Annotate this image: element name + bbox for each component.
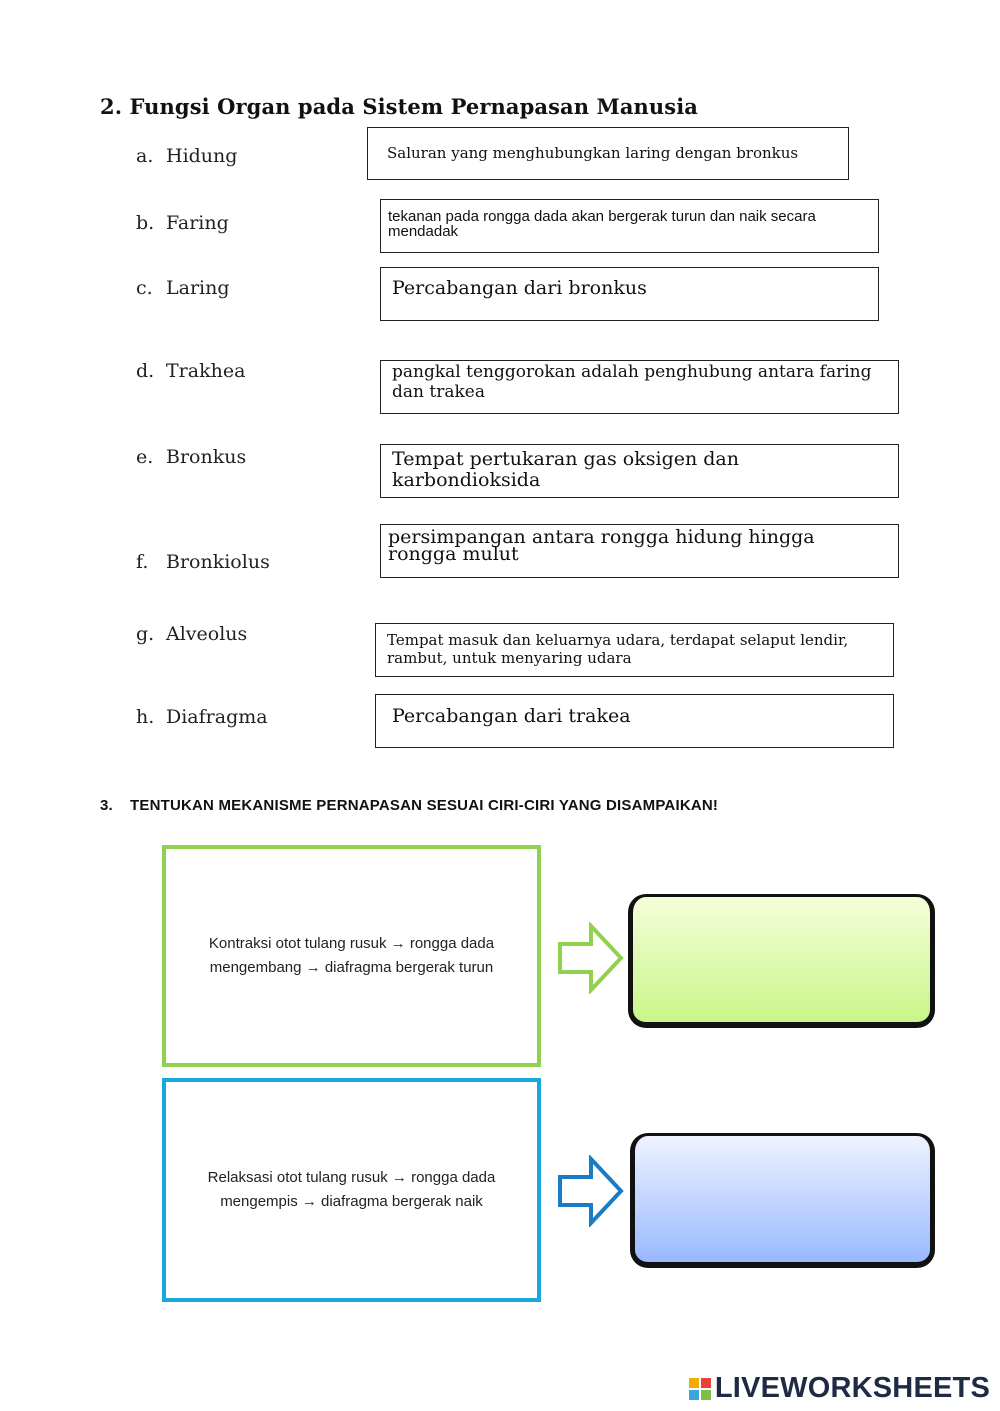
answer-drop-zone-2[interactable]: [630, 1133, 935, 1268]
answer-card-8[interactable]: Percabangan dari trakea: [375, 694, 894, 748]
answer-drop-zone-1[interactable]: [628, 894, 935, 1028]
logo-text: LIVEWORKSHEETS: [714, 1372, 990, 1404]
answer-card-1[interactable]: Saluran yang menghubungkan laring dengan bronkus: [367, 127, 849, 180]
section-2-title: 2. Fungsi Organ pada Sistem Pernapasan Manusia: [100, 94, 699, 119]
liveworksheets-logo: [689, 1372, 990, 1405]
answer-card-2[interactable]: tekanan pada rongga dada akan bergerak turun dan naik secara mendadak: [380, 199, 879, 253]
organ-label-faring: b. Faring: [136, 212, 229, 234]
mechanism-description-inspirasi: Kontraksi otot tulang rusuk → rongga dada mengembang → diafragma bergerak turun: [162, 845, 541, 1067]
arrow-right-icon: [557, 1155, 625, 1227]
section-3-title: 3. TENTUKAN MEKANISME PERNAPASAN SESUAI CIRI-CIRI YANG DISAMPAIKAN!: [100, 797, 719, 814]
answer-card-3[interactable]: Percabangan dari bronkus: [380, 267, 879, 321]
organ-label-hidung: a. Hidung: [136, 145, 238, 167]
answer-card-7[interactable]: Tempat masuk dan keluarnya udara, terdapat selaput lendir, rambut, untuk menyaring udara: [375, 623, 894, 677]
answer-card-6[interactable]: persimpangan antara rongga hidung hingga rongga mulut: [380, 524, 899, 578]
organ-label-alveolus: g. Alveolus: [136, 623, 248, 645]
organ-label-laring: c. Laring: [136, 277, 230, 299]
logo-blocks-icon: [689, 1378, 711, 1400]
mechanism-description-ekspirasi: Relaksasi otot tulang rusuk → rongga dada mengempis → diafragma bergerak naik: [162, 1078, 541, 1302]
arrow-right-icon: [557, 922, 625, 994]
answer-card-4[interactable]: pangkal tenggorokan adalah penghubung antara faring dan trakea: [380, 360, 899, 414]
organ-label-bronkiolus: f. Bronkiolus: [136, 551, 270, 573]
organ-label-diafragma: h. Diafragma: [136, 706, 268, 728]
organ-label-trakhea: d. Trakhea: [136, 360, 246, 382]
answer-card-5[interactable]: Tempat pertukaran gas oksigen dan karbondioksida: [380, 444, 899, 498]
organ-label-bronkus: e. Bronkus: [136, 446, 247, 468]
